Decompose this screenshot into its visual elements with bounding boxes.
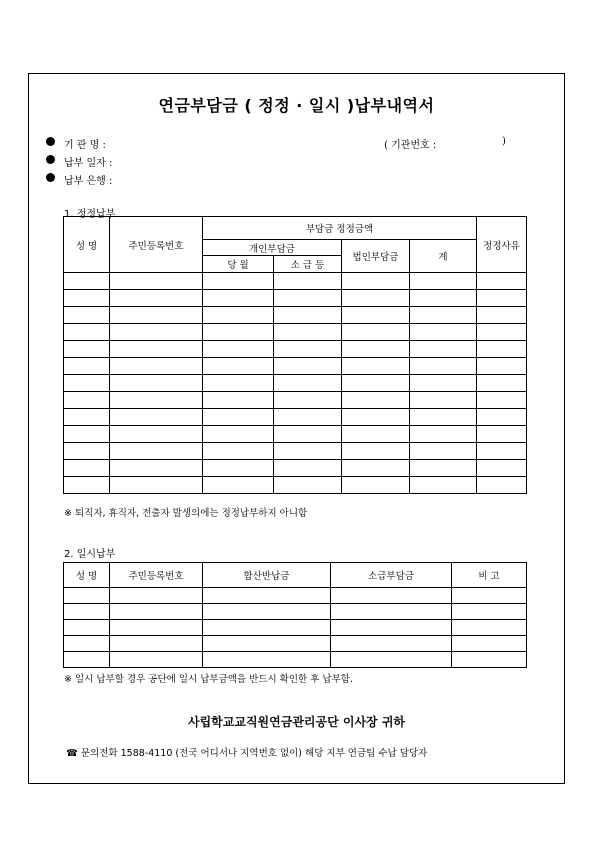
org-code-close: ) xyxy=(502,136,506,147)
blank-cell[interactable] xyxy=(110,307,203,324)
bullet-icon xyxy=(46,155,55,164)
blank-cell[interactable] xyxy=(477,409,527,426)
blank-cell[interactable] xyxy=(477,273,527,290)
blank-cell[interactable] xyxy=(110,620,203,636)
table-row xyxy=(64,324,527,341)
blank-cell[interactable] xyxy=(410,460,477,477)
blank-cell[interactable] xyxy=(203,426,274,443)
blank-cell[interactable] xyxy=(110,358,203,375)
blank-cell[interactable] xyxy=(452,588,527,604)
correction-table xyxy=(63,216,527,494)
blank-cell[interactable] xyxy=(110,636,203,652)
blank-cell[interactable] xyxy=(110,375,203,392)
blank-cell[interactable] xyxy=(64,324,110,341)
bullet-icon xyxy=(46,137,55,146)
blank-cell[interactable] xyxy=(64,375,110,392)
blank-cell[interactable] xyxy=(477,460,527,477)
blank-cell[interactable] xyxy=(64,409,110,426)
blank-cell[interactable] xyxy=(342,324,410,341)
table-row xyxy=(64,636,527,652)
blank-cell[interactable] xyxy=(110,460,203,477)
header-rrn: 주민등록번호 xyxy=(110,563,203,588)
section2-title: 2. 일시납부 xyxy=(64,549,116,560)
pay-date-label: 납부 일자 : xyxy=(64,158,113,169)
blank-cell[interactable] xyxy=(410,341,477,358)
table-row xyxy=(64,588,527,604)
blank-cell[interactable] xyxy=(274,341,342,358)
blank-cell[interactable] xyxy=(110,604,203,620)
blank-cell[interactable] xyxy=(342,341,410,358)
blank-cell[interactable] xyxy=(203,652,331,668)
table-row xyxy=(64,604,527,620)
blank-cell[interactable] xyxy=(477,307,527,324)
blank-cell[interactable] xyxy=(274,273,342,290)
page-title: 연금부담금 ( 정정 · 일시 )납부내역서 xyxy=(158,96,435,115)
blank-cell[interactable] xyxy=(110,324,203,341)
blank-cell[interactable] xyxy=(274,409,342,426)
blank-cell[interactable] xyxy=(274,426,342,443)
table-row xyxy=(64,652,527,668)
blank-cell[interactable] xyxy=(410,273,477,290)
blank-cell[interactable] xyxy=(452,620,527,636)
table-row xyxy=(64,460,527,477)
blank-cell[interactable] xyxy=(203,409,274,426)
header-retroactive: 소 급 등 xyxy=(274,256,342,273)
header-total: 계 xyxy=(410,240,477,273)
table-row xyxy=(64,290,527,307)
header-reason: 정정사유 xyxy=(477,217,527,273)
pay-bank-label: 납부 은행 : xyxy=(64,176,113,187)
blank-cell[interactable] xyxy=(203,290,274,307)
blank-cell[interactable] xyxy=(452,636,527,652)
blank-cell[interactable] xyxy=(64,273,110,290)
blank-cell[interactable] xyxy=(452,652,527,668)
table-row xyxy=(64,443,527,460)
blank-cell[interactable] xyxy=(410,375,477,392)
blank-cell[interactable] xyxy=(331,620,452,636)
table-row xyxy=(64,426,527,443)
blank-cell[interactable] xyxy=(477,341,527,358)
blank-cell[interactable] xyxy=(64,636,110,652)
blank-cell[interactable] xyxy=(110,341,203,358)
blank-cell[interactable] xyxy=(410,426,477,443)
blank-cell[interactable] xyxy=(64,392,110,409)
blank-cell[interactable] xyxy=(274,460,342,477)
blank-cell[interactable] xyxy=(342,273,410,290)
header-name: 성 명 xyxy=(64,563,110,588)
blank-cell[interactable] xyxy=(274,477,342,494)
blank-cell[interactable] xyxy=(342,290,410,307)
section2-note: ※ 일시 납부할 경우 공단에 일시 납부금액을 반드시 확인한 후 납부함. xyxy=(64,674,353,685)
blank-cell[interactable] xyxy=(342,358,410,375)
blank-cell[interactable] xyxy=(64,620,110,636)
blank-cell[interactable] xyxy=(203,620,331,636)
blank-cell[interactable] xyxy=(274,443,342,460)
blank-cell[interactable] xyxy=(410,443,477,460)
org-code-label: ( 기관번호 : xyxy=(384,140,437,151)
org-name-label: 기 관 명 : xyxy=(64,140,106,151)
blank-cell[interactable] xyxy=(64,477,110,494)
blank-cell[interactable] xyxy=(110,273,203,290)
blank-cell[interactable] xyxy=(203,443,274,460)
blank-cell[interactable] xyxy=(110,477,203,494)
blank-cell[interactable] xyxy=(203,324,274,341)
blank-cell[interactable] xyxy=(410,307,477,324)
blank-cell[interactable] xyxy=(342,477,410,494)
blank-cell[interactable] xyxy=(64,341,110,358)
blank-cell[interactable] xyxy=(331,588,452,604)
table-row xyxy=(64,477,527,494)
blank-cell[interactable] xyxy=(477,477,527,494)
blank-cell[interactable] xyxy=(274,324,342,341)
blank-cell[interactable] xyxy=(203,460,274,477)
blank-cell[interactable] xyxy=(342,409,410,426)
table-row xyxy=(64,375,527,392)
contact-line xyxy=(66,745,427,759)
section1-note: ※ 퇴직자, 휴직자, 전출자 발생의에는 정정납부하지 아니함 xyxy=(64,508,308,519)
blank-cell[interactable] xyxy=(110,588,203,604)
section1-title: 1. 정정납부 xyxy=(64,209,116,220)
blank-cell[interactable] xyxy=(477,324,527,341)
blank-cell[interactable] xyxy=(110,652,203,668)
blank-cell[interactable] xyxy=(274,392,342,409)
blank-cell[interactable] xyxy=(203,375,274,392)
blank-cell[interactable] xyxy=(410,477,477,494)
blank-cell[interactable] xyxy=(477,290,527,307)
org-name-row xyxy=(64,136,106,151)
blank-cell[interactable] xyxy=(203,588,331,604)
blank-cell[interactable] xyxy=(110,426,203,443)
blank-cell[interactable] xyxy=(64,604,110,620)
pay-date-row xyxy=(64,154,112,169)
blank-cell[interactable] xyxy=(203,392,274,409)
addressee: 사립학교교직원연금관리공단 이사장 귀하 xyxy=(187,715,405,729)
blank-cell[interactable] xyxy=(64,652,110,668)
blank-cell[interactable] xyxy=(110,409,203,426)
header-retro-contribution: 소급부담금 xyxy=(331,563,452,588)
blank-cell[interactable] xyxy=(274,290,342,307)
blank-cell[interactable] xyxy=(203,273,274,290)
blank-cell[interactable] xyxy=(342,392,410,409)
blank-cell[interactable] xyxy=(410,409,477,426)
blank-cell[interactable] xyxy=(274,375,342,392)
blank-cell[interactable] xyxy=(342,375,410,392)
blank-cell[interactable] xyxy=(342,307,410,324)
phone-icon: ☎ xyxy=(66,748,78,759)
blank-cell[interactable] xyxy=(410,392,477,409)
table-row xyxy=(64,341,527,358)
blank-cell[interactable] xyxy=(203,636,331,652)
blank-cell[interactable] xyxy=(477,358,527,375)
blank-cell[interactable] xyxy=(110,290,203,307)
header-rrn: 주민등록번호 xyxy=(110,217,203,273)
blank-cell[interactable] xyxy=(110,443,203,460)
blank-cell[interactable] xyxy=(274,307,342,324)
blank-cell[interactable] xyxy=(331,636,452,652)
blank-cell[interactable] xyxy=(477,392,527,409)
table-row xyxy=(64,620,527,636)
header-personal: 개인부담금 xyxy=(203,240,342,256)
blank-cell[interactable] xyxy=(452,604,527,620)
header-correction-amount: 부담금 정정금액 xyxy=(203,217,477,240)
blank-cell[interactable] xyxy=(203,341,274,358)
blank-cell[interactable] xyxy=(64,358,110,375)
blank-cell[interactable] xyxy=(331,652,452,668)
blank-cell[interactable] xyxy=(203,604,331,620)
table-row xyxy=(64,409,527,426)
blank-cell[interactable] xyxy=(410,358,477,375)
lump-sum-table xyxy=(63,562,527,668)
blank-cell[interactable] xyxy=(64,307,110,324)
blank-cell[interactable] xyxy=(342,460,410,477)
blank-cell[interactable] xyxy=(342,426,410,443)
bullet-icon xyxy=(46,173,55,182)
blank-cell[interactable] xyxy=(477,426,527,443)
table-row xyxy=(64,392,527,409)
blank-cell[interactable] xyxy=(410,290,477,307)
blank-cell[interactable] xyxy=(64,588,110,604)
blank-cell[interactable] xyxy=(110,392,203,409)
blank-cell[interactable] xyxy=(477,375,527,392)
blank-cell[interactable] xyxy=(203,307,274,324)
blank-cell[interactable] xyxy=(410,324,477,341)
table-row xyxy=(64,307,527,324)
header-name: 성 명 xyxy=(64,217,110,273)
header-current-month: 당 월 xyxy=(203,256,274,273)
header-lump-refund: 합산반납금 xyxy=(203,563,331,588)
blank-cell[interactable] xyxy=(203,477,274,494)
header-remarks: 비 고 xyxy=(452,563,527,588)
table-row xyxy=(64,358,527,375)
table-row xyxy=(64,273,527,290)
header-corporate: 법인부담금 xyxy=(342,240,410,273)
blank-cell[interactable] xyxy=(64,460,110,477)
blank-cell[interactable] xyxy=(477,443,527,460)
blank-cell[interactable] xyxy=(342,443,410,460)
blank-cell[interactable] xyxy=(203,358,274,375)
blank-cell[interactable] xyxy=(64,426,110,443)
blank-cell[interactable] xyxy=(274,358,342,375)
blank-cell[interactable] xyxy=(64,290,110,307)
blank-cell[interactable] xyxy=(331,604,452,620)
blank-cell[interactable] xyxy=(64,443,110,460)
contact-text: 문의전화 1588-4110 (전국 어디서나 지역번호 없이) 해당 지부 연금팀 수납 담당자 xyxy=(80,748,428,759)
pay-bank-row xyxy=(64,172,112,187)
